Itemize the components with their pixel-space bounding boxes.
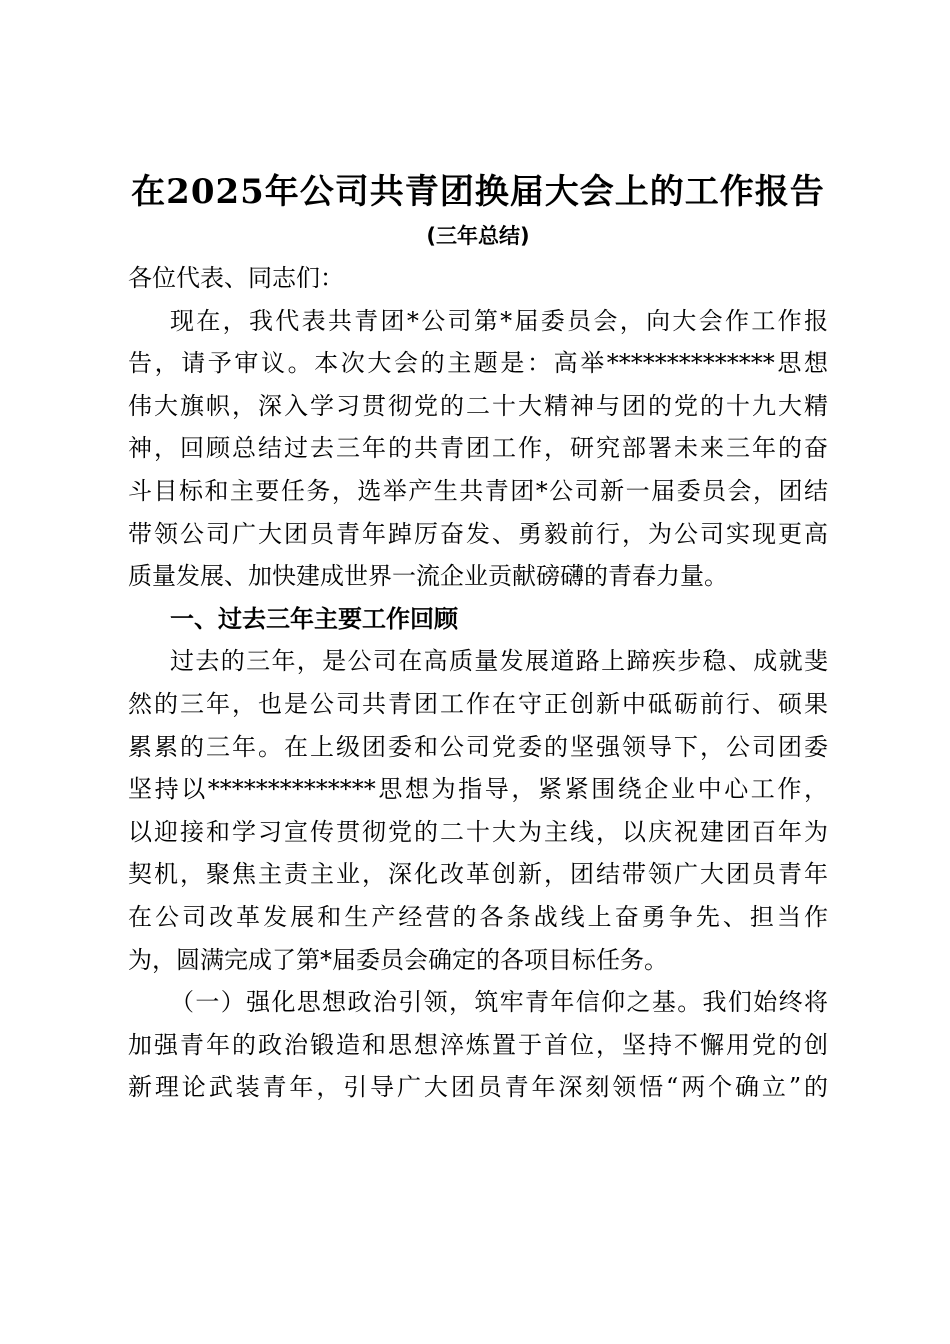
text-line: 质量发展、加快建成世界一流企业贡献磅礴的青春力量。	[128, 562, 728, 591]
text-line: 过去的三年，是公司在高质量发展道路上蹄疾步稳、成就斐	[170, 647, 828, 676]
text-line: 为，圆满完成了第*届委员会确定的各项目标任务。	[128, 945, 668, 974]
text-line: 然的三年，也是公司共青团工作在守正创新中砥砺前行、硕果	[128, 689, 828, 718]
text-line: 坚持以**************思想为指导，紧紧围绕企业中心工作，	[128, 775, 828, 804]
paragraph	[128, 981, 828, 1109]
text-line: 伟大旗帜，深入学习贯彻党的二十大精神与团的党的十九大精	[128, 391, 828, 420]
paragraph	[128, 640, 828, 981]
text-line: 新理论武装青年，引导广大团员青年深刻领悟“两个确立”的	[128, 1073, 828, 1102]
paragraph	[128, 300, 828, 598]
section-heading	[128, 598, 828, 641]
text-line: 以迎接和学习宣传贯彻党的二十大为主线，以庆祝建团百年为	[128, 817, 828, 846]
text-line: 契机，聚焦主责主业，深化改革创新，团结带领广大团员青年	[128, 860, 828, 889]
document-subtitle: (三年总结)	[426, 224, 530, 248]
document-body	[128, 300, 828, 1109]
document-page	[128, 165, 828, 1109]
text-line: 在公司改革发展和生产经营的各条战线上奋勇争先、担当作	[128, 902, 828, 931]
text-line: 加强青年的政治锻造和思想淬炼置于首位，坚持不懈用党的创	[128, 1030, 828, 1059]
text-line: 现在，我代表共青团*公司第*届委员会，向大会作工作报	[170, 306, 828, 335]
text-line: 累累的三年。在上级团委和公司党委的坚强领导下，公司团委	[128, 732, 828, 761]
text-line: 神，回顾总结过去三年的共青团工作，研究部署未来三年的奋	[128, 434, 828, 463]
document-title: 在2025年公司共青团换届大会上的工作报告	[131, 172, 825, 212]
salutation: 各位代表、同志们：	[128, 264, 344, 292]
text-line: 带领公司广大团员青年踔厉奋发、勇毅前行，为公司实现更高	[128, 519, 828, 548]
text-line: （一）强化思想政治引领，筑牢青年信仰之基。我们始终将	[170, 988, 828, 1017]
text-line: 告，请予审议。本次大会的主题是：高举**************思想	[128, 349, 828, 378]
text-line: 斗目标和主要任务，选举产生共青团*公司新一届委员会，团结	[128, 476, 828, 505]
text-line: 一、过去三年主要工作回顾	[170, 603, 458, 633]
